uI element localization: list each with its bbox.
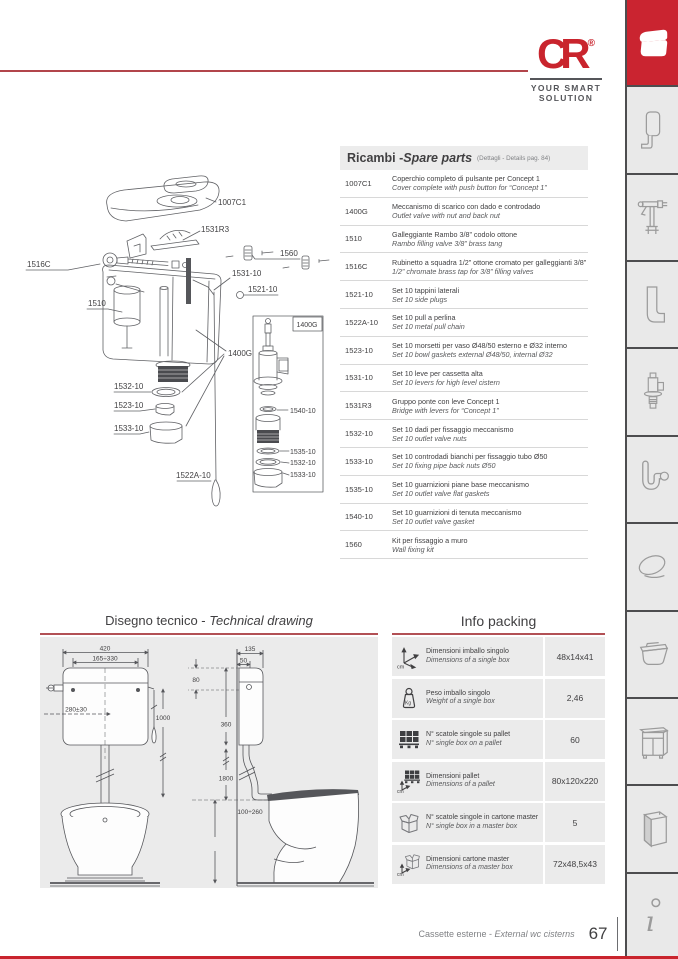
technical-drawing-section bbox=[40, 609, 378, 888]
part-code: 1523-10 bbox=[345, 345, 373, 355]
brand-logo-mark bbox=[524, 20, 608, 78]
spare-part-row bbox=[340, 226, 588, 254]
bathroom-cabinet-icon bbox=[635, 722, 671, 762]
packing-label-en: N° single box in a master box bbox=[426, 822, 518, 830]
packing-row bbox=[392, 845, 605, 884]
packing-label-it: Peso imballo singolo bbox=[426, 689, 491, 697]
part-label-pull-chain: 1522A-10 bbox=[176, 471, 211, 480]
category-sidebar bbox=[625, 0, 678, 959]
sidebar-tab-info[interactable] bbox=[627, 872, 678, 959]
part-label-outlet-valve-box: 1400G bbox=[296, 322, 318, 329]
packing-row bbox=[392, 679, 605, 718]
spare-part-row bbox=[340, 531, 588, 559]
spare-part-row bbox=[340, 392, 588, 420]
packing-label-it: Dimensioni imballo singolo bbox=[426, 647, 509, 655]
footer-divider bbox=[617, 917, 619, 951]
technical-drawing-panel bbox=[40, 637, 378, 888]
spare-part-row bbox=[340, 170, 588, 198]
brand-tagline-line1: YOUR SMART bbox=[530, 83, 602, 93]
basin-icon bbox=[635, 636, 671, 672]
part-code: 1510 bbox=[345, 234, 362, 244]
spare-part-row bbox=[340, 448, 588, 476]
spare-part-row bbox=[340, 476, 588, 504]
part-label-tap: 1516C bbox=[27, 260, 51, 269]
packing-label-it: Dimensioni cartone master bbox=[426, 855, 510, 863]
part-label-valve-nut-detail: 1532-10 bbox=[290, 460, 316, 467]
brand-logo-text: CR bbox=[536, 30, 584, 77]
part-desc-it: Set 10 controdadi bianchi per fissaggio tubo Ø50 bbox=[392, 452, 548, 462]
part-label-pipe-back-nut: 1533-10 bbox=[114, 424, 144, 433]
dim-front-chain-length: 1000 bbox=[155, 715, 171, 722]
packing-label-it: Dimensioni pallet bbox=[426, 772, 480, 780]
weight-kg-icon bbox=[395, 686, 422, 710]
part-desc-it: Set 10 guarnizioni di tenuta meccanismo bbox=[392, 507, 522, 517]
dim-side-cover-height: 80 bbox=[192, 677, 200, 684]
part-desc-it: Set 10 tappini laterali bbox=[392, 285, 460, 295]
packing-value: 72x48,5x43 bbox=[545, 845, 605, 884]
packing-label-it: N° scatole singole su pallet bbox=[426, 731, 511, 739]
footer-caption-it: Cassette esterne - bbox=[418, 929, 495, 939]
part-desc-en: Outlet valve with nut and back nut bbox=[392, 211, 500, 221]
part-code: 1533-10 bbox=[345, 456, 373, 466]
sidebar-tab-flush-bend-pipe[interactable] bbox=[627, 260, 678, 347]
part-label-bowl-gasket: 1523-10 bbox=[114, 401, 144, 410]
svg-text:cm: cm bbox=[396, 872, 404, 877]
part-desc-it: Galleggiante Rambo 3/8” codolo ottone bbox=[392, 229, 518, 239]
filling-valve-icon bbox=[635, 196, 671, 238]
info-packing-section bbox=[392, 609, 605, 887]
spare-part-row bbox=[340, 281, 588, 309]
header-rule bbox=[0, 70, 528, 72]
dim-side-inlet-range: 100÷260 bbox=[237, 809, 263, 816]
part-desc-it: Meccanismo di scarico con dado e controdado bbox=[392, 202, 541, 212]
part-desc-it: Coperchio completo di pulsante per Concept 1 bbox=[392, 174, 540, 184]
packing-label-en: Dimensions of a master box bbox=[426, 864, 513, 872]
page-number: 67 bbox=[588, 924, 608, 943]
technical-drawing-title bbox=[40, 609, 378, 635]
sidebar-tab-outlet-valve[interactable] bbox=[627, 347, 678, 434]
flush-bend-pipe-icon bbox=[635, 284, 671, 326]
info-packing-table bbox=[392, 637, 605, 884]
dim-front-holes-span: 165÷330 bbox=[92, 655, 118, 663]
sidebar-tab-filling-valve[interactable] bbox=[627, 173, 678, 260]
info-icon bbox=[635, 895, 671, 937]
dim-side-wall-offset: 50 bbox=[239, 657, 248, 665]
siphon-trap-icon bbox=[635, 460, 671, 498]
part-desc-en: Bridge with levers for “Concept 1” bbox=[392, 405, 499, 415]
packing-row bbox=[392, 762, 605, 801]
toilet-seat-icon bbox=[635, 548, 671, 586]
part-desc-it: Set 10 morsetti per vaso Ø48/50 esterno e Ø32 interno bbox=[392, 341, 567, 351]
part-desc-it: Set 10 guarnizioni piane base meccanismo bbox=[392, 480, 530, 490]
sidebar-tab-external-cistern[interactable] bbox=[627, 0, 678, 85]
part-desc-it: Set 10 leve per cassetta alta bbox=[392, 368, 483, 378]
outlet-valve-icon bbox=[635, 371, 671, 413]
packing-label-en: Dimensions of a single box bbox=[426, 656, 510, 664]
part-label-valve-gasket: 1540-10 bbox=[290, 408, 316, 415]
dim-side-cistern-height: 360 bbox=[220, 721, 232, 729]
part-code: 1007C1 bbox=[345, 178, 372, 188]
part-label-bridge: 1531R3 bbox=[201, 225, 230, 234]
part-label-side-plug: 1521-10 bbox=[248, 285, 278, 294]
sidebar-tab-bathroom-cabinet[interactable] bbox=[627, 697, 678, 784]
packing-value: 60 bbox=[545, 720, 605, 759]
brand-tagline-line2: SOLUTION bbox=[538, 93, 594, 103]
sidebar-tab-shower-enclosure[interactable] bbox=[627, 784, 678, 871]
packing-value: 48x14x41 bbox=[545, 637, 605, 676]
spare-part-row bbox=[340, 337, 588, 365]
svg-text:cm: cm bbox=[396, 789, 404, 794]
packing-value: 2,46 bbox=[545, 679, 605, 718]
info-packing-title: Info packing bbox=[392, 609, 605, 635]
dim-side-depth: 135 bbox=[244, 646, 256, 653]
spare-parts-section bbox=[340, 146, 588, 559]
svg-text:Kg: Kg bbox=[404, 700, 411, 707]
spare-parts-title-en: Spare parts bbox=[403, 151, 473, 165]
part-code: 1531-10 bbox=[345, 373, 373, 383]
dimensions-cm-icon bbox=[395, 645, 422, 669]
part-desc-en: Set 10 outlet valve gasket bbox=[392, 516, 475, 526]
spare-part-row bbox=[340, 504, 588, 532]
pallet-dimensions-icon bbox=[395, 769, 422, 793]
spare-part-row bbox=[340, 253, 588, 281]
part-code: 1516C bbox=[345, 262, 368, 272]
packing-row bbox=[392, 637, 605, 676]
external-cistern-icon bbox=[635, 24, 671, 62]
spare-parts-note: (Dettagli - Details pag. 84) bbox=[477, 154, 551, 162]
packing-label-en: Dimensions of a pallet bbox=[426, 781, 495, 789]
part-desc-en: Set 10 outlet valve flat gaskets bbox=[392, 489, 490, 499]
master-box-count-icon bbox=[395, 811, 422, 835]
packing-row bbox=[392, 720, 605, 759]
part-label-cover: 1007C1 bbox=[218, 198, 247, 207]
master-box-dimensions-icon bbox=[395, 852, 422, 876]
sidebar-tab-basin[interactable] bbox=[627, 610, 678, 697]
part-code: 1521-10 bbox=[345, 290, 373, 300]
svg-text:ı: ı bbox=[644, 905, 655, 938]
part-code: 1532-10 bbox=[345, 429, 373, 439]
part-label-valve-nut: 1532-10 bbox=[114, 382, 144, 391]
dim-front-inlet-height: 280±30 bbox=[65, 706, 87, 714]
sidebar-tab-concealed-cistern[interactable] bbox=[627, 85, 678, 172]
part-desc-it: Kit per fissaggio a muro bbox=[392, 535, 468, 545]
part-label-outlet-valve: 1400G bbox=[228, 349, 253, 358]
part-desc-en: Set 10 fixing pipe back nuts Ø50 bbox=[392, 461, 496, 471]
part-desc-en: Wall fixing kit bbox=[392, 544, 434, 554]
page-footer bbox=[300, 916, 618, 952]
footer-caption-en: External wc cisterns bbox=[494, 929, 575, 939]
spare-parts-table bbox=[340, 170, 588, 559]
part-desc-en: Cover complete with push button for “Concept 1” bbox=[392, 183, 547, 193]
part-desc-en: Rambo filling valve 3/8” brass tang bbox=[392, 238, 503, 248]
part-code: 1560 bbox=[345, 540, 362, 550]
packing-label-it: N° scatole singole in cartone master bbox=[426, 814, 539, 822]
part-desc-en: Set 10 bowl gaskets external Ø48/50, internal Ø32 bbox=[392, 350, 553, 360]
technical-drawing bbox=[40, 637, 378, 888]
part-code: 1540-10 bbox=[345, 512, 373, 522]
part-label-wall-kit: 1560 bbox=[280, 249, 298, 258]
svg-text:cm: cm bbox=[396, 664, 404, 669]
dim-front-width: 420 bbox=[99, 645, 111, 653]
part-desc-en: Set 10 side plugs bbox=[392, 294, 448, 304]
part-code: 1522A-10 bbox=[345, 317, 378, 327]
packing-label-en: Weight of a single box bbox=[426, 698, 495, 706]
part-label-filling-valve: 1510 bbox=[88, 299, 106, 308]
spare-part-row bbox=[340, 309, 588, 337]
packing-row bbox=[392, 803, 605, 842]
technical-drawing-title-it: Disegno tecnico - bbox=[105, 613, 210, 628]
packing-value: 5 bbox=[545, 803, 605, 842]
exploded-parts-diagram bbox=[10, 160, 340, 560]
spare-part-row bbox=[340, 420, 588, 448]
spare-parts-title-it: Ricambi - bbox=[347, 151, 404, 165]
part-code: 1535-10 bbox=[345, 484, 373, 494]
part-desc-en: Set 10 levers for high level cistern bbox=[392, 377, 500, 387]
part-desc-en: 1/2” chromate brass tap for 3/8” filling valves bbox=[392, 266, 534, 276]
part-desc-en: Set 10 metal pull chain bbox=[392, 322, 465, 332]
shower-enclosure-icon bbox=[635, 808, 671, 850]
registered-mark: ® bbox=[587, 38, 596, 49]
footer-caption bbox=[419, 929, 575, 939]
spare-parts-header bbox=[340, 146, 588, 170]
pallet-count-icon bbox=[395, 728, 422, 752]
sidebar-tab-toilet-seat[interactable] bbox=[627, 522, 678, 609]
dim-side-pipe-height: 1800 bbox=[218, 775, 234, 783]
part-desc-en: Set 10 outlet valve nuts bbox=[392, 433, 467, 443]
concealed-cistern-icon bbox=[635, 109, 671, 151]
logo-divider bbox=[530, 78, 602, 80]
part-label-pipe-back-nut-detail: 1533-10 bbox=[290, 472, 316, 479]
part-desc-it: Set 10 pull a perlina bbox=[392, 313, 456, 323]
part-label-levers: 1531-10 bbox=[232, 269, 262, 278]
spare-part-row bbox=[340, 198, 588, 226]
part-label-flat-gasket: 1535-10 bbox=[290, 449, 316, 456]
spare-part-row bbox=[340, 365, 588, 393]
part-code: 1400G bbox=[345, 206, 368, 216]
part-code: 1531R3 bbox=[345, 401, 372, 411]
part-desc-it: Set 10 dadi per fissaggio meccanismo bbox=[392, 424, 514, 434]
technical-drawing-title-en: Technical drawing bbox=[209, 613, 313, 628]
brand-logo bbox=[524, 20, 608, 103]
part-desc-it: Rubinetto a squadra 1/2” ottone cromato per galleggianti 3/8” bbox=[392, 257, 587, 267]
part-desc-it: Gruppo ponte con leve Concept 1 bbox=[392, 396, 500, 406]
packing-value: 80x120x220 bbox=[545, 762, 605, 801]
packing-label-en: N° single box on a pallet bbox=[426, 739, 502, 747]
sidebar-tab-siphon-trap[interactable] bbox=[627, 435, 678, 522]
